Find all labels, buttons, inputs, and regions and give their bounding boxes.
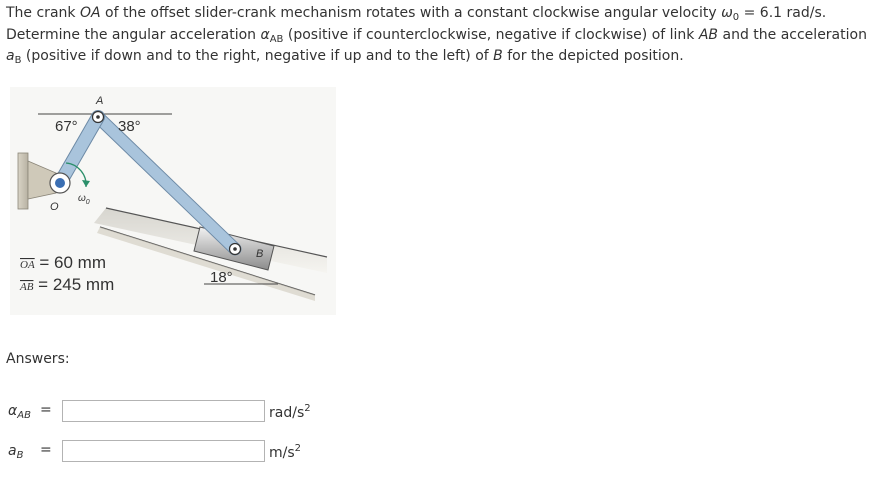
dimension-OA-value: = 60 mm	[34, 253, 107, 272]
angle-38: 38°	[118, 118, 141, 135]
var-B: B	[493, 48, 503, 64]
aB-input[interactable]	[62, 440, 265, 462]
mechanism-figure	[2, 87, 338, 317]
pin-A-center	[96, 115, 100, 119]
var-OA: OA	[79, 5, 101, 21]
mechanism-diagram	[2, 87, 338, 317]
label-A: A	[96, 95, 104, 107]
alpha-AB-input[interactable]	[62, 400, 265, 422]
angle-67: 67°	[55, 118, 78, 135]
problem-text: of the offset slider-crank mechanism rotates with a constant clockwise angular velocity	[100, 5, 722, 21]
dimension-AB	[19, 275, 114, 294]
angle-18: 18°	[210, 269, 233, 286]
aB-equals: =	[40, 442, 52, 458]
alpha-subscript: AB	[269, 33, 284, 45]
ground-wall	[18, 153, 28, 209]
problem-statement	[6, 3, 886, 68]
aB-answer-subscript: B	[16, 450, 24, 461]
alpha-symbol: α	[260, 26, 270, 43]
problem-text: = 6.1 rad/s. Determine the angular acceleration	[6, 5, 827, 43]
pin-B-center	[233, 247, 237, 251]
dimension-AB-name: AB	[20, 281, 34, 293]
omega-symbol: ω	[721, 5, 733, 21]
aB-answer-symbol	[8, 443, 23, 459]
a-symbol: a	[6, 48, 15, 64]
problem-text: for the depicted position.	[502, 48, 684, 64]
problem-text: and the acceleration	[718, 26, 867, 43]
alpha-equals: =	[40, 402, 52, 418]
label-O: O	[50, 201, 59, 213]
alpha-unit-exponent: 2	[304, 403, 311, 414]
alpha-unit	[269, 405, 311, 421]
alpha-answer-letter: α	[8, 403, 18, 419]
var-AB: AB	[698, 26, 719, 43]
problem-text: The crank	[6, 5, 80, 21]
a-subscript: B	[14, 55, 22, 66]
alpha-answer-subscript: AB	[17, 410, 31, 421]
answer-row-aB	[0, 439, 420, 467]
alpha-answer-symbol	[8, 403, 31, 419]
dimension-AB-value: = 245 mm	[33, 275, 115, 294]
aB-unit	[269, 445, 301, 461]
aB-unit-exponent: 2	[294, 443, 302, 454]
answers-heading: Answers:	[6, 351, 70, 367]
label-omega-subscript: 0	[85, 199, 90, 206]
aB-unit-text: m/s	[269, 445, 295, 461]
dimension-OA-name: OA	[20, 259, 35, 271]
problem-text: (positive if down and to the right, negative if up and to the left) of	[21, 48, 494, 64]
label-B: B	[256, 248, 264, 260]
omega-subscript: 0	[732, 12, 740, 23]
label-omega-symbol: ω	[78, 193, 86, 204]
answer-row-alpha	[0, 399, 420, 427]
problem-text: (positive if counterclockwise, negative if clockwise) of link	[283, 26, 699, 43]
aB-answer-letter: a	[8, 443, 17, 459]
alpha-unit-text: rad/s	[269, 405, 305, 421]
pin-O-center	[55, 178, 65, 188]
